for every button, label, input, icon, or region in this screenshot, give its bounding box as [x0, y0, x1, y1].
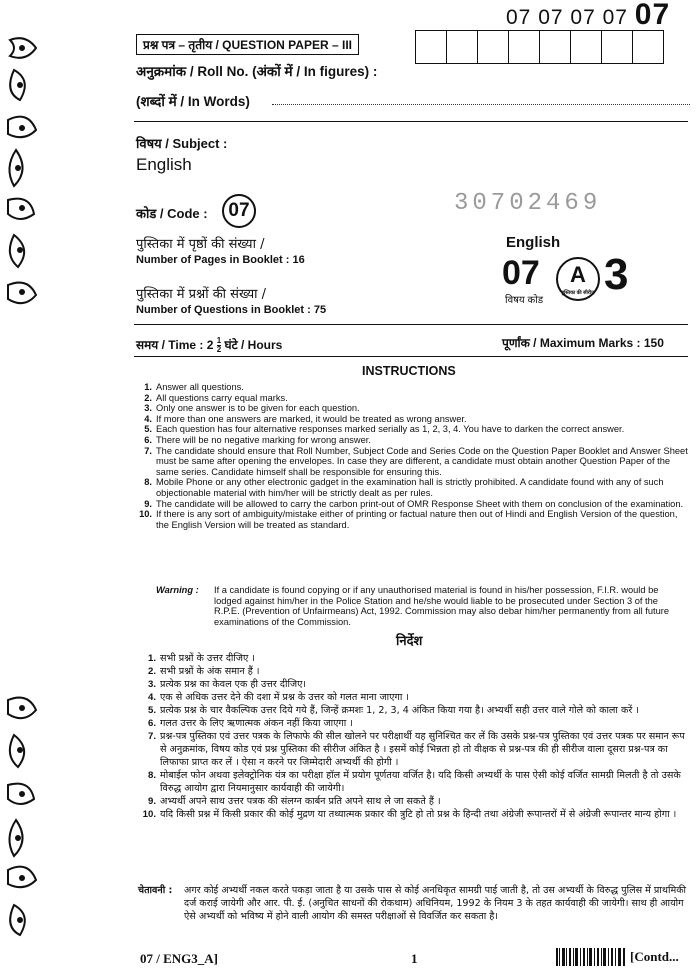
list-item	[142, 808, 690, 821]
warning-text: अगर कोई अभ्यर्थी नकल करते पकड़ा जाता है या उसके पास से कोई अनधिकृत सामग्री पाई जाती है, तो उस अभ्यर्थी के विरुद्ध पुलिस में प्राथमिकी दर्ज कराई जायेगी और आर. पी. ई. (अनुचित साधनों की रोकथाम) अधिनियम, 1992 के नियम 3 के तहत कार्यवाही की जायेगी। साथ ही आयोग ऐसे अभ्यर्थी को भविष्य में होने वाली आयोग की समस्त परीक्षाओं से विवर्जित कर सकता है।	[184, 885, 687, 922]
list-item	[147, 652, 690, 665]
list-item	[144, 434, 690, 446]
roll-box[interactable]	[415, 30, 448, 64]
list-item	[139, 509, 690, 530]
time-label-end: घंटे / Hours	[224, 338, 283, 352]
warning-text: If a candidate is found copying or if any unauthorised material is found in his/her possession, F.I.R. would be lodged against him/her in the Police Station and he/she would liable to be prosecuted under Section 3 of the R.P.E. (Prevention of Unfairmeans) Act, 1992. Commission may also debar him/her permanently from all future examinations of the Commission.	[214, 585, 670, 627]
item-number: 2.	[144, 392, 152, 403]
roll-box[interactable]	[477, 30, 510, 64]
item-text: The candidate should ensure that Roll Number, Subject Code and Series Code on the Question Paper Booklet and Answer Sheet must be same after opening the envelopes. In case they are different, a candidate must obtain another Question Paper of the same series. Candidate himself shall be responsible for ensuring this.	[156, 445, 688, 477]
pages-label: Number of Pages in Booklet : 16	[136, 254, 305, 266]
roll-box[interactable]	[601, 30, 634, 64]
top-series-code	[506, 0, 670, 32]
series-code: 07	[502, 254, 540, 292]
roll-box[interactable]	[539, 30, 572, 64]
item-text: The candidate will be allowed to carry the carbon print-out of OMR Response Sheet with them on conclusion of the examination.	[156, 498, 684, 509]
item-text: एक से अधिक उत्तर देने की दशा में प्रश्न के उत्तर को गलत माना जाएगा ।	[160, 692, 410, 703]
item-number: 8.	[144, 477, 152, 488]
warning-block	[156, 585, 690, 627]
decorative-border-top	[0, 30, 52, 330]
hindi-warning-block	[138, 884, 694, 923]
code-value: 07	[222, 194, 256, 228]
item-text: गलत उत्तर के लिए ऋणात्मक अंकन नहीं किया जाएगा ।	[160, 718, 353, 729]
questions-label: Number of Questions in Booklet : 75	[136, 304, 327, 316]
in-words-label: (शब्दों में / In Words)	[136, 94, 250, 109]
roll-no-label: अनुक्रमांक / Roll No. (अंकों में / In figures) :	[136, 64, 378, 79]
item-text: सभी प्रश्नों के उत्तर दीजिए ।	[160, 653, 255, 664]
item-number: 3.	[147, 679, 156, 690]
series-subject: English	[506, 234, 561, 251]
item-number: 9.	[144, 498, 152, 509]
list-item	[144, 445, 690, 478]
list-item	[144, 498, 690, 510]
barcode-number: 30702469	[454, 190, 602, 217]
questions-label-hindi: पुस्तिका में प्रश्नों की संख्या /	[136, 287, 266, 302]
item-text: मोबाईल फोन अथवा इलेक्ट्रोनिक यंत्र का परीक्षा हॉल में प्रयोग पूर्णतया वर्जित है। यदि किसी अभ्यर्थी के पास ऐसी कोई वर्जित सामग्री मिलती है तो उसके विरुद्ध आयोग द्वारा नियमानुसार कार्यवाही की जायेगी।	[160, 770, 681, 794]
list-item	[147, 717, 690, 730]
list-item	[144, 477, 690, 498]
series-sub-label: विषय कोड	[505, 295, 544, 306]
code-label: कोड / Code :	[136, 206, 208, 221]
list-item	[147, 704, 690, 717]
pages-label-hindi: पुस्तिका में पृष्ठों की संख्या /	[136, 237, 265, 252]
item-text: सभी प्रश्नों के अंक समान हैं ।	[160, 666, 260, 677]
question-paper-label: प्रश्न पत्र – तृतीय / QUESTION PAPER – III	[136, 34, 359, 55]
roll-box[interactable]	[632, 30, 665, 64]
top-code-text: 07 07 07 07	[506, 6, 628, 29]
instructions-list	[139, 382, 690, 530]
maximum-marks: पूर्णांक / Maximum Marks : 150	[502, 336, 664, 350]
time-fraction-num: 1	[216, 336, 222, 346]
item-number: 8.	[147, 770, 156, 781]
item-number: 10.	[142, 809, 156, 820]
time-fraction	[217, 337, 221, 354]
list-item	[144, 413, 690, 425]
list-item	[144, 403, 690, 414]
series-circle-caption: पुस्तिका की सीरीज़	[561, 290, 595, 296]
series-letter-circle	[556, 257, 600, 301]
item-text: प्रत्येक प्रश्न के चार वैकल्पिक उत्तर दिये गये हैं, जिन्हें क्रमशः 1, 2, 3, 4 अंकित किया गया है। अभ्यर्थी सही उत्तर वाले गोले को काला करें ।	[160, 705, 639, 716]
item-text: अभ्यर्थी अपने साथ उत्तर पत्रक की संलग्न कार्बन प्रति अपने साथ ले जा सकते हैं ।	[160, 796, 441, 807]
series-letter: A	[570, 262, 586, 287]
hindi-instructions-list	[142, 652, 690, 821]
item-number: 9.	[147, 796, 156, 807]
item-text: प्रत्येक प्रश्न का केवल एक ही उत्तर दीजिए।	[160, 679, 307, 690]
item-number: 10.	[139, 509, 152, 520]
divider	[134, 356, 688, 357]
decorative-border-bottom	[0, 690, 52, 950]
in-words-line[interactable]	[272, 104, 690, 105]
barcode-icon	[556, 948, 626, 966]
list-item	[147, 795, 690, 808]
item-text: If there is any sort of ambiguity/mistake either of printing or factual nature then out of Hindi and English Version of the question, the English Version will be treated as standard.	[156, 509, 678, 530]
item-number: 1.	[144, 382, 152, 392]
nirdesh-title: निर्देश	[396, 634, 423, 649]
list-item	[144, 392, 690, 404]
item-text: Each question has four alternative responses marked serially as 1, 2, 3, 4. You have to darken the correct answer.	[156, 424, 625, 435]
item-text: यदि किसी प्रश्न में किसी प्रकार की कोई मुद्रण या तथ्यात्मक प्रकार की त्रुटि हो तो प्रश्न के हिन्दी तथा अंग्रेजी रूपान्तरों में से अंग्रेजी रूपान्तर मान्य होगा ।	[160, 809, 677, 820]
time-label	[136, 336, 282, 354]
item-number: 7.	[147, 731, 156, 742]
item-number: 7.	[144, 445, 152, 456]
list-item	[147, 665, 690, 678]
series-number: 3	[604, 250, 629, 299]
subject-label: विषय / Subject :	[136, 136, 228, 151]
divider	[134, 121, 688, 122]
item-text: Mobile Phone or any other electronic gadget in the examination hall is strictly prohibited. A candidate found with any of such objectionable material with him/her will be strictly dealt as per rules.	[156, 477, 664, 498]
warning-label: Warning :	[156, 585, 199, 595]
code-circle	[222, 194, 256, 228]
item-text: Only one answer is to be given for each question.	[156, 403, 360, 414]
warning-label: चेतावनी :	[138, 885, 173, 896]
list-item	[147, 769, 690, 795]
roll-box[interactable]	[508, 30, 541, 64]
item-text: Answer all questions.	[156, 382, 244, 392]
top-code-big: 07	[634, 0, 671, 31]
subject-value: English	[136, 155, 192, 174]
item-number: 3.	[144, 403, 152, 414]
item-number: 6.	[144, 434, 152, 445]
list-item	[144, 382, 690, 393]
item-number: 4.	[147, 692, 156, 703]
item-text: All questions carry equal marks.	[156, 392, 288, 403]
item-text: If more than one answers are marked, it would be treated as wrong answer.	[156, 413, 467, 424]
item-number: 6.	[147, 718, 156, 729]
item-number: 2.	[147, 666, 156, 677]
roll-number-boxes[interactable]	[416, 30, 664, 64]
list-item	[144, 424, 690, 435]
item-number: 1.	[147, 653, 156, 664]
item-text: There will be no negative marking for wrong answer.	[156, 434, 371, 445]
continued-label: [Contd...	[630, 949, 679, 964]
item-text: प्रश्न-पत्र पुस्तिका एवं उत्तर पत्रक के लिफाफे की सील खोलने पर परीक्षार्थी यह सुनिश्चित कर लें कि उसके प्रश्न-पत्र पुस्तिका एवं उत्तर पत्रक पर समान रूप से अनुक्रमांक, विषय कोड एवं प्रश्न पुस्तिका की सीरीज अंकित है । इसमें कोई भिन्नता हो तो वीक्षक से प्रश्न-पत्र की ही सीरीज वाला दूसरा प्रश्न-पत्र का लिफाफा प्राप्त कर लें । ऐसा न करने पर जिम्मेदारी अभ्यर्थी की होगी ।	[160, 731, 685, 768]
time-fraction-den: 2	[216, 345, 222, 355]
page-number: 1	[411, 951, 418, 966]
roll-box[interactable]	[570, 30, 603, 64]
divider	[134, 324, 688, 325]
item-number: 5.	[144, 424, 152, 435]
list-item	[147, 678, 690, 691]
footer-paper-code: 07 / ENG3_A]	[140, 951, 218, 966]
instructions-title: INSTRUCTIONS	[362, 364, 456, 378]
item-number: 5.	[147, 705, 156, 716]
item-number: 4.	[144, 413, 152, 424]
list-item	[147, 730, 690, 769]
time-label-start: समय / Time : 2	[136, 338, 214, 352]
roll-box[interactable]	[446, 30, 479, 64]
list-item	[147, 691, 690, 704]
